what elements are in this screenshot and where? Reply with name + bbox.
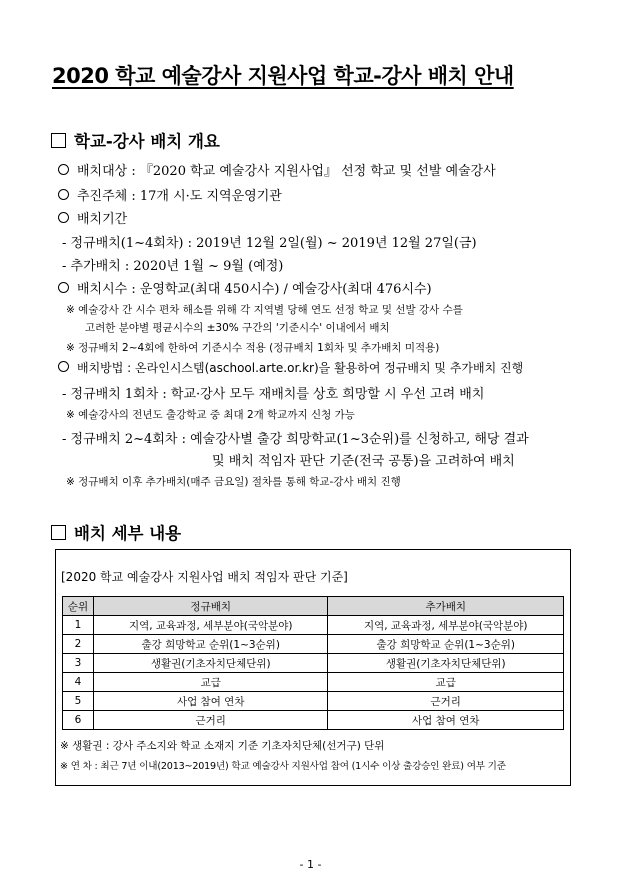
note-hours-1b: 고려한 분야별 평균시수의 ±30% 구간의 '기준시수' 이내에서 배치 xyxy=(85,322,390,334)
item-method xyxy=(58,359,523,376)
section-heading-overview xyxy=(51,128,220,152)
rank-cell: 1 xyxy=(63,616,94,635)
regular-cell: 근거리 xyxy=(93,711,328,730)
item-text: 배치방법 : 온라인시스템(aschool.arte.or.kr)을 활용하여 정규배치 및 추가배치 진행 xyxy=(77,361,524,375)
page-number: - 1 - xyxy=(299,858,322,871)
item-text: 배치시수 : 운영학교(최대 450시수) / 예술강사(최대 476시수) xyxy=(77,282,432,297)
square-bullet-icon xyxy=(51,525,66,540)
item-text: 배치기간 xyxy=(77,212,128,227)
circle-bullet-icon xyxy=(58,189,69,200)
circle-bullet-icon xyxy=(58,164,69,175)
item-org xyxy=(58,185,282,204)
note-hours-2: ※ 정규배치 2~4회에 한하여 기준시수 적용 (정규배치 1회차 및 추가배치 미적용) xyxy=(66,342,440,354)
item-period-additional: - 추가배치 : 2020년 1월 ~ 9월 (예정) xyxy=(62,259,284,274)
footnote-years: ※ 연 차 : 최근 7년 이내(2013~2019년) 학교 예술강사 지원사업 참여 (1시수 이상 출강승인 완료) 여부 기준 xyxy=(60,761,506,772)
additional-cell: 지역, 교육과정, 세부분야(국악분야) xyxy=(328,616,564,635)
regular-cell: 교급 xyxy=(93,673,328,692)
circle-bullet-icon xyxy=(58,361,69,372)
item-text: 추진주체 : 17개 시·도 지역운영기관 xyxy=(77,189,282,204)
item-hours xyxy=(58,278,432,297)
rank-cell: 6 xyxy=(63,711,94,730)
rank-cell: 2 xyxy=(63,635,94,654)
note-hours-1a: ※ 예술강사 간 시수 편차 해소를 위해 각 지역별 당해 연도 선정 학교 및 선발 강사 수를 xyxy=(66,304,463,316)
additional-cell: 교급 xyxy=(328,673,564,692)
additional-cell: 생활권(기초자치단체단위) xyxy=(328,654,564,673)
regular-cell: 생활권(기초자치단체단위) xyxy=(93,654,328,673)
item-text: 배치대상 : 『2020 학교 예술강사 지원사업』 선정 학교 및 선발 예술강사 xyxy=(77,164,496,179)
criteria-caption: [2020 학교 예술강사 지원사업 배치 적임자 판단 기준] xyxy=(61,570,348,584)
regular-cell: 사업 참여 연차 xyxy=(93,692,328,711)
footnote-living-area: ※ 생활권 : 강사 주소지와 학교 소재지 기준 기초자치단체(선거구) 단위 xyxy=(60,740,385,752)
circle-bullet-icon xyxy=(58,212,69,223)
note-method-round1: ※ 예술강사의 전년도 출강학교 중 최대 2개 학교까지 신청 가능 xyxy=(66,409,355,421)
table-row xyxy=(63,654,564,673)
section-heading-text: 학교-강사 배치 개요 xyxy=(74,132,220,151)
regular-cell: 출강 희망학교 순위(1~3순위) xyxy=(93,635,328,654)
item-method-round24-cont: 및 배치 적임자 판단 기준(전국 공통)을 고려하여 배치 xyxy=(212,454,515,469)
additional-cell: 출강 희망학교 순위(1~3순위) xyxy=(328,635,564,654)
table-row xyxy=(63,635,564,654)
circle-bullet-icon xyxy=(58,282,69,293)
note-method-additional: ※ 정규배치 이후 추가배치(매주 금요일) 절차를 통해 학교-강사 배치 진행 xyxy=(66,476,401,488)
criteria-table xyxy=(62,596,564,730)
rank-cell: 5 xyxy=(63,692,94,711)
table-row xyxy=(63,616,564,635)
square-bullet-icon xyxy=(51,133,66,148)
item-period-regular: - 정규배치(1~4회차) : 2019년 12월 2일(월) ~ 2019년 12월 27일(금) xyxy=(62,236,477,251)
column-header-additional: 추가배치 xyxy=(328,597,564,616)
table-header-row xyxy=(63,597,564,616)
section-heading-details xyxy=(51,520,181,544)
section-heading-text: 배치 세부 내용 xyxy=(74,524,182,543)
table-row xyxy=(63,692,564,711)
page-title: 2020 학교 예술강사 지원사업 학교-강사 배치 안내 xyxy=(52,64,514,88)
column-header-regular: 정규배치 xyxy=(93,597,328,616)
additional-cell: 사업 참여 연차 xyxy=(328,711,564,730)
additional-cell: 근거리 xyxy=(328,692,564,711)
item-method-round24: - 정규배치 2~4회차 : 예술강사별 출강 희망학교(1~3순위)를 신청하고, 해당 결과 xyxy=(62,432,529,447)
table-row xyxy=(63,673,564,692)
table-row xyxy=(63,711,564,730)
item-period xyxy=(58,208,127,227)
item-method-round1: - 정규배치 1회차 : 학교·강사 모두 재배치를 상호 희망할 시 우선 고려 배치 xyxy=(62,387,485,402)
item-target xyxy=(58,160,496,179)
regular-cell: 지역, 교육과정, 세부분야(국악분야) xyxy=(93,616,328,635)
rank-cell: 3 xyxy=(63,654,94,673)
column-header-rank: 순위 xyxy=(63,597,94,616)
rank-cell: 4 xyxy=(63,673,94,692)
